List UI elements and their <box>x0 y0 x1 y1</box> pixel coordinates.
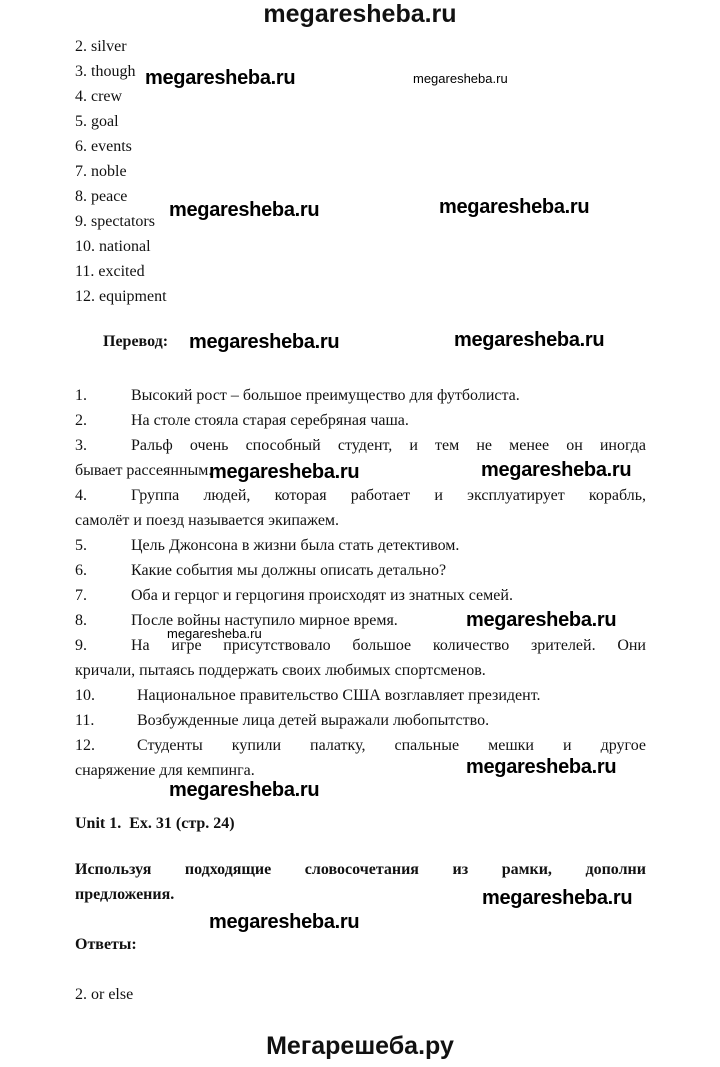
list-item: После войны наступило мирное время. <box>131 612 398 629</box>
item-number: 7. <box>75 587 87 604</box>
list-item-continuation: снаряжение для кемпинга. <box>75 762 255 779</box>
watermark: megaresheba.ru <box>454 329 605 351</box>
instruction-line: предложения. <box>75 886 175 903</box>
watermark: megaresheba.ru <box>439 196 590 218</box>
list-item: 9. spectators <box>75 213 155 230</box>
item-number: 11. <box>75 712 95 729</box>
item-number: 5. <box>75 537 87 554</box>
list-item: Национальное правительство США возглавляет президент. <box>137 687 541 704</box>
translation-heading: Перевод: <box>103 333 169 350</box>
item-number: 9. <box>75 637 87 654</box>
list-item: 6. events <box>75 138 132 155</box>
list-item: 5. goal <box>75 113 119 130</box>
list-item: Возбужденные лица детей выражали любопытство. <box>137 712 490 729</box>
list-item: 3. though <box>75 63 136 80</box>
list-item: На игре присутствовало большое количество зрителей. Они <box>131 637 646 654</box>
list-item-continuation: самолёт и поезд называется экипажем. <box>75 512 340 529</box>
watermark: megaresheba.ru <box>413 71 508 86</box>
watermark: megaresheba.ru <box>189 331 340 353</box>
watermark: megaresheba.ru <box>466 609 617 631</box>
item-number: 6. <box>75 562 87 579</box>
list-item: 11. excited <box>75 263 145 280</box>
list-item: Цель Джонсона в жизни была стать детективом. <box>131 537 460 554</box>
answers-heading: Ответы: <box>75 936 137 953</box>
list-item: Группа людей, которая работает и эксплуатирует корабль, <box>131 487 646 504</box>
item-number: 4. <box>75 487 87 504</box>
list-item: Студенты купили палатку, спальные мешки и другое <box>137 737 646 754</box>
watermark: megaresheba.ru <box>167 626 262 641</box>
list-item: 2. or else <box>75 986 134 1003</box>
item-number: 12. <box>75 737 95 754</box>
item-number: 1. <box>75 387 87 404</box>
watermark: megaresheba.ru <box>169 779 320 801</box>
watermark: megaresheba.ru <box>209 461 360 483</box>
instruction-line: Используя подходящие словосочетания из рамки, дополни <box>75 861 646 878</box>
item-number: 3. <box>75 437 87 454</box>
list-item: 7. noble <box>75 163 127 180</box>
watermark: megaresheba.ru <box>145 67 296 89</box>
item-number: 8. <box>75 612 87 629</box>
list-item: 10. national <box>75 238 151 255</box>
watermark: megaresheba.ru <box>481 459 632 481</box>
watermark: megaresheba.ru <box>466 756 617 778</box>
list-item: 2. silver <box>75 38 127 55</box>
list-item: На столе стояла старая серебряная чаша. <box>131 412 409 429</box>
list-item: 12. equipment <box>75 288 167 305</box>
list-item: 8. peace <box>75 188 128 205</box>
site-header: megaresheba.ru <box>263 0 457 28</box>
item-number: 2. <box>75 412 87 429</box>
item-number: 10. <box>75 687 95 704</box>
site-footer: Мегарешеба.ру <box>266 1032 454 1060</box>
list-item: Ральф очень способный студент, и тем не менее он иногда <box>131 437 646 454</box>
list-item: Высокий рост – большое преимущество для футболиста. <box>131 387 520 404</box>
unit-title: Unit 1. Ex. 31 (стр. 24) <box>75 815 235 832</box>
list-item: Какие события мы должны описать детально? <box>131 562 447 579</box>
list-item-continuation: бывает рассеянным. <box>75 462 213 479</box>
list-item: 4. crew <box>75 88 123 105</box>
list-item-continuation: кричали, пытаясь поддержать своих любимых спортсменов. <box>75 662 486 679</box>
watermark: megaresheba.ru <box>482 887 633 909</box>
list-item: Оба и герцог и герцогиня происходят из знатных семей. <box>131 587 513 604</box>
watermark: megaresheba.ru <box>209 911 360 933</box>
watermark: megaresheba.ru <box>169 199 320 221</box>
